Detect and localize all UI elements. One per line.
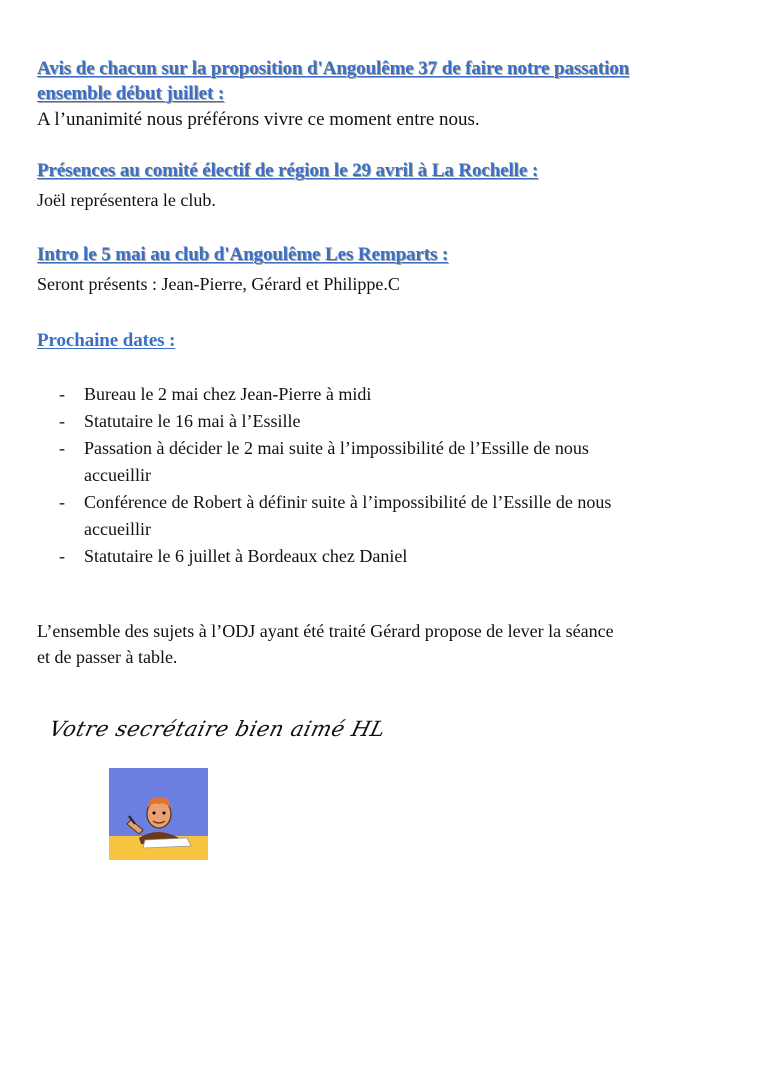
list-item [37, 408, 727, 435]
list-item-text-cont: accueillir [84, 519, 151, 539]
dates-list [37, 381, 727, 570]
list-item-text: Conférence de Robert à définir suite à l’impossibilité de l’Essille de nous [84, 492, 612, 512]
list-bullet: - [59, 438, 65, 458]
presences-text: Joël représentera le club. [37, 190, 216, 210]
closing-line1: L’ensemble des sujets à l’ODJ ayant été traité Gérard propose de lever la séance [37, 621, 614, 641]
heading-passation-line1: Avis de chacun sur la proposition d'Angoulême 37 de faire notre passation [37, 58, 630, 79]
heading-intro: Intro le 5 mai au club d'Angoulême Les Remparts : [37, 244, 449, 265]
intro-text: Seront présents : Jean-Pierre, Gérard et Philippe.C [37, 274, 400, 294]
list-item-text: Statutaire le 6 juillet à Bordeaux chez Daniel [84, 546, 408, 566]
heading-dates: Prochaine dates : [37, 330, 176, 351]
passation-text: A l’unanimité nous préférons vivre ce moment entre nous. [37, 109, 480, 130]
closing-line2: et de passer à table. [37, 647, 178, 667]
list-item [37, 435, 727, 489]
list-item-text-cont: accueillir [84, 465, 151, 485]
clipart-eye-left [153, 812, 156, 815]
closing-paragraph [37, 618, 614, 670]
list-bullet: - [59, 546, 65, 566]
list-item [37, 381, 727, 408]
list-bullet: - [59, 384, 65, 404]
heading-passation [37, 56, 629, 106]
heading-passation-line2: ensemble début juillet : [37, 83, 225, 104]
heading-presences: Présences au comité électif de région le 29 avril à La Rochelle : [37, 160, 539, 181]
clipart-paper [143, 838, 191, 848]
list-bullet: - [59, 411, 65, 431]
clipart-eye-right [163, 812, 166, 815]
list-item-text: Statutaire le 16 mai à l’Essille [84, 411, 301, 431]
list-item [37, 489, 727, 543]
list-item-text: Passation à décider le 2 mai suite à l’impossibilité de l’Essille de nous [84, 438, 589, 458]
secretary-clipart-icon [109, 768, 208, 860]
list-bullet: - [59, 492, 65, 512]
list-item [37, 543, 727, 570]
signature: Votre secrétaire bien aimé HL [46, 717, 389, 741]
list-item-text: Bureau le 2 mai chez Jean-Pierre à midi [84, 384, 372, 404]
